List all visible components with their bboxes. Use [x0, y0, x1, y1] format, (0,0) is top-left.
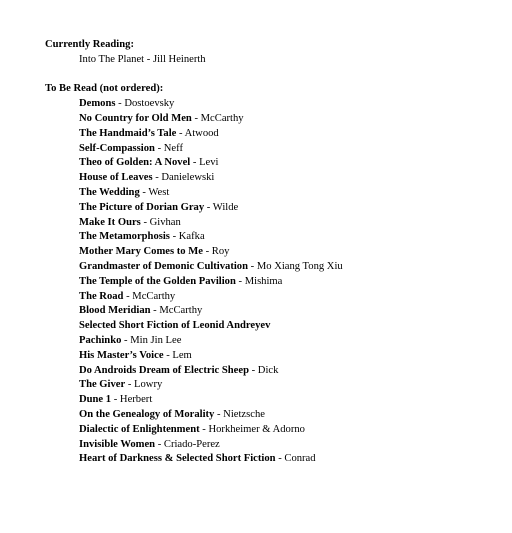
book-title: The Temple of the Golden Pavilion	[79, 275, 236, 287]
book-entry	[45, 349, 495, 364]
book-author: - Roy	[202, 246, 230, 258]
book-author: - Givhan	[140, 216, 181, 228]
book-entry	[45, 304, 495, 319]
book-author: - McCarthy	[191, 112, 244, 124]
book-author: - Levi	[190, 157, 219, 169]
book-author: - Dick	[248, 364, 279, 376]
book-title: Pachinko	[79, 334, 122, 346]
book-author: Into The Planet - Jill Heinerth	[79, 53, 206, 65]
book-title: Mother Mary Comes to Me	[79, 246, 203, 258]
book-title: On the Genealogy of Morality	[79, 408, 215, 420]
book-entry	[45, 452, 495, 467]
book-author: - Conrad	[275, 453, 316, 465]
book-author: - Mo Xiang Tong Xiu	[248, 260, 343, 272]
book-title: His Master’s Voice	[79, 349, 164, 361]
book-entry	[45, 230, 495, 245]
book-author: - Horkheimer & Adorno	[199, 423, 305, 435]
book-author: - Kafka	[169, 231, 205, 243]
book-title: Dune 1	[79, 394, 112, 406]
book-title: Blood Meridian	[79, 305, 151, 317]
book-title: Grandmaster of Demonic Cultivation	[79, 260, 248, 272]
book-entry	[45, 275, 495, 290]
book-entry	[45, 245, 495, 260]
book-title: Do Androids Dream of Electric Sheep	[79, 364, 249, 376]
book-author: - Atwood	[176, 127, 219, 139]
book-title: Self-Compassion	[79, 142, 155, 154]
book-entry	[45, 290, 495, 305]
book-author: - Herbert	[111, 394, 153, 406]
document-body	[45, 38, 495, 467]
book-entry	[45, 201, 495, 216]
book-title: Make It Ours	[79, 216, 141, 228]
book-author: - Dostoevsky	[115, 98, 175, 110]
currently-reading-list	[45, 53, 495, 68]
book-title: Dialectic of Enlightenment	[79, 423, 200, 435]
book-author: - Nietzsche	[214, 408, 265, 420]
to-be-read-heading: To Be Read (not ordered):	[45, 83, 164, 95]
book-author: - Lowry	[125, 379, 163, 391]
book-title: House of Leaves	[79, 172, 153, 184]
book-entry	[45, 260, 495, 275]
book-entry	[45, 186, 495, 201]
book-author: - West	[139, 186, 170, 198]
book-author: - Criado-Perez	[155, 438, 220, 450]
book-title: The Picture of Dorian Gray	[79, 201, 205, 213]
book-entry	[45, 171, 495, 186]
book-title: Theo of Golden: A Novel	[79, 157, 191, 169]
book-entry	[45, 319, 495, 334]
book-entry	[45, 127, 495, 142]
book-entry	[45, 112, 495, 127]
currently-reading-heading: Currently Reading:	[45, 39, 134, 50]
book-title: Heart of Darkness & Selected Short Fiction	[79, 453, 276, 465]
book-title: The Wedding	[79, 186, 140, 198]
book-title: The Road	[79, 290, 124, 302]
book-title: The Giver	[79, 379, 126, 391]
book-author: - McCarthy	[150, 305, 203, 317]
book-title: Demons	[79, 98, 116, 110]
book-entry	[45, 142, 495, 157]
book-entry	[45, 97, 495, 112]
book-entry	[45, 408, 495, 423]
book-author: - Lem	[163, 349, 192, 361]
book-title: The Handmaid’s Tale	[79, 127, 177, 139]
book-author: - Danielewski	[152, 172, 215, 184]
book-entry	[45, 378, 495, 393]
book-entry	[45, 423, 495, 438]
book-title: Invisible Women	[79, 438, 156, 450]
book-author: - Min Jin Lee	[121, 334, 182, 346]
to-be-read-list	[45, 97, 495, 467]
book-author: - Wilde	[204, 201, 239, 213]
book-entry	[45, 156, 495, 171]
book-entry	[45, 393, 495, 408]
book-author: - McCarthy	[123, 290, 176, 302]
book-entry	[45, 53, 495, 68]
book-author: - Neff	[154, 142, 183, 154]
book-entry	[45, 438, 495, 453]
book-title: No Country for Old Men	[79, 112, 192, 124]
book-title: The Metamorphosis	[79, 231, 170, 243]
book-author: - Mishima	[235, 275, 283, 287]
section-spacer	[45, 68, 495, 83]
book-title: Selected Short Fiction of Leonid Andreyev	[79, 320, 271, 332]
book-entry	[45, 364, 495, 379]
book-entry	[45, 216, 495, 231]
book-entry	[45, 334, 495, 349]
